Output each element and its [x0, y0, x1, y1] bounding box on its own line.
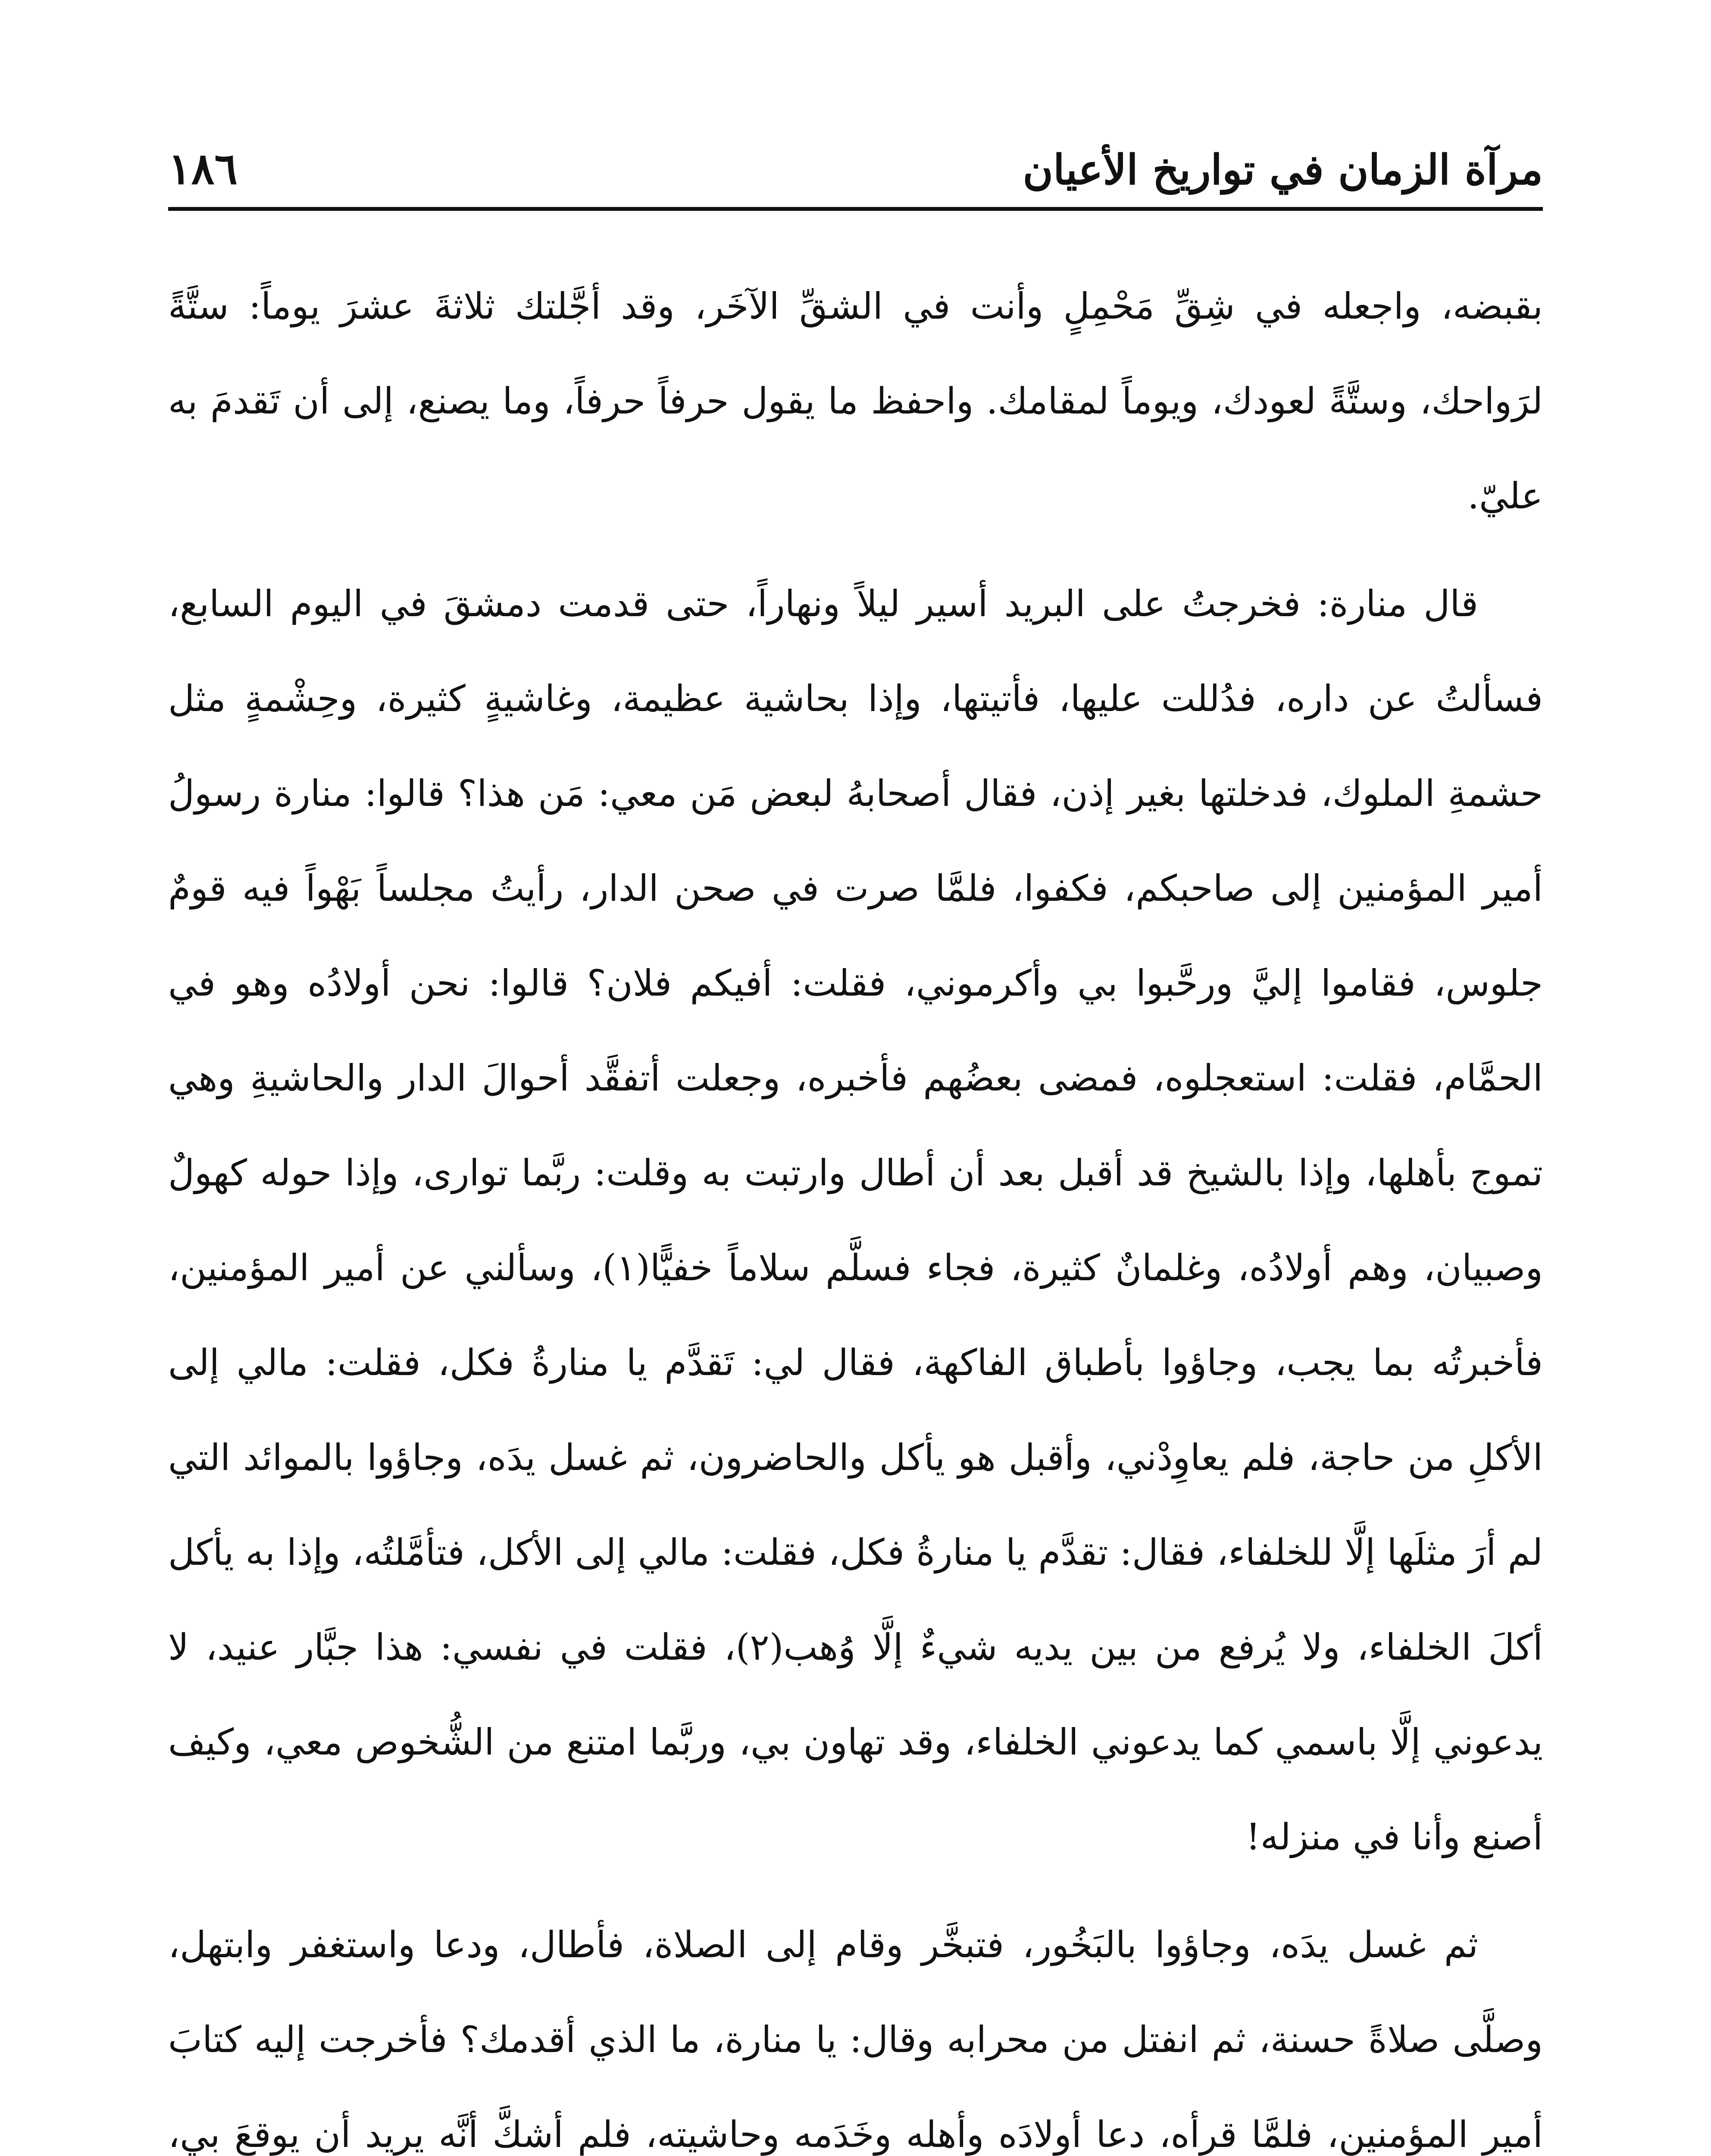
paragraph: بقبضه، واجعله في شِقِّ مَحْمِلٍ وأنت في الشقِّ الآخَر، وقد أجَّلتك ثلاثةَ عشرَ يوماً: ستَّةً لرَواحك، وستَّةً لعودك، ويوماً لمقامك. واحفظ ما يقول حرفاً حرفاً، وما يصنع، إلى أن تَقدمَ به عليّ.: [168, 285, 1543, 517]
page-number: ١٨٦: [168, 143, 238, 194]
main-text: [168, 259, 1543, 2156]
running-header: [168, 129, 1543, 211]
paragraph: ثم غسل يدَه، وجاؤوا بالبَخُور، فتبخَّر وقام إلى الصلاة، فأطال، ودعا واستغفر وابتهل، وصلَّى صلاةً حسنة، ثم انفتل من محرابه وقال: يا منارة، ما الذي أقدمك؟ فأخرجت إليه كتابَ أمير المؤمنين، فلمَّا قرأه، دعا أولادَه وأهله وخَدَمه وحاشيته، فلم أشكَّ أنَّه يريد أن يوقعَ بي،: [168, 1924, 1543, 2156]
running-title: مرآة الزمان في تواريخ الأعيان: [1023, 145, 1543, 194]
paragraph: قال منارة: فخرجتُ على البريد أسير ليلاً ونهاراً، حتى قدمت دمشقَ في اليوم السابع، فسألتُ عن داره، فدُللت عليها، فأتيتها، وإذا بحاشية عظيمة، وغاشيةٍ كثيرة، وحِشْمةٍ مثل حشمةِ الملوك، فدخلتها بغير إذن، فقال أصحابهُ لبعض مَن معي: مَن هذا؟ قالوا: منارة رسولُ أمير المؤمنين إلى صاحبكم، فكفوا، فلمَّا صرت في صحن الدار، رأيتُ مجلساً بَهْواً فيه قومٌ جلوس، فقاموا إليَّ ورحَّبوا بي وأكرموني، فقلت: أفيكم فلان؟ قالوا: نحن أولادُه وهو في الحمَّام، فقلت: استعجلوه، فمضى بعضُهم فأخبره، وجعلت أتفقَّد أحوالَ الدار والحاشيةِ وهي تموج بأهلها، وإذا بالشيخ قد أقبل بعد أن أطال وارتبت به وقلت: ربَّما توارى، وإذا حوله كهولٌ وصبيان، وهم أولادُه، وغلمانٌ كثيرة، فجاء فسلَّم سلاماً خفيًّا(١)، وسألني عن أمير المؤمنين، فأخبرتُه بما يجب، وجاؤوا بأطباق الفاكهة، فقال لي: تَقدَّم يا منارةُ فكل، فقلت: مالي إلى الأكلِ من حاجة، فلم يعاوِدْني، وأقبل هو يأكل والحاضرون، ثم غسل يدَه، وجاؤوا بالموائد التي لم أرَ مثلَها إلَّا للخلفاء، فقال: تقدَّم يا منارةُ فكل، فقلت: مالي إلى الأكل، فتأمَّلتُه، وإذا به يأكل أكلَ الخلفاء، ولا يُرفع من بين يديه شيءٌ إلَّا وُهب(٢)، فقلت في نفسي: هذا جبَّار عنيد، لا يدعوني إلَّا باسمي كما يدعوني الخلفاء، وقد تهاون بي، وربَّما امتنع من الشُّخوص معي، وكيف أصنع وأنا في منزله!: [168, 583, 1543, 1858]
